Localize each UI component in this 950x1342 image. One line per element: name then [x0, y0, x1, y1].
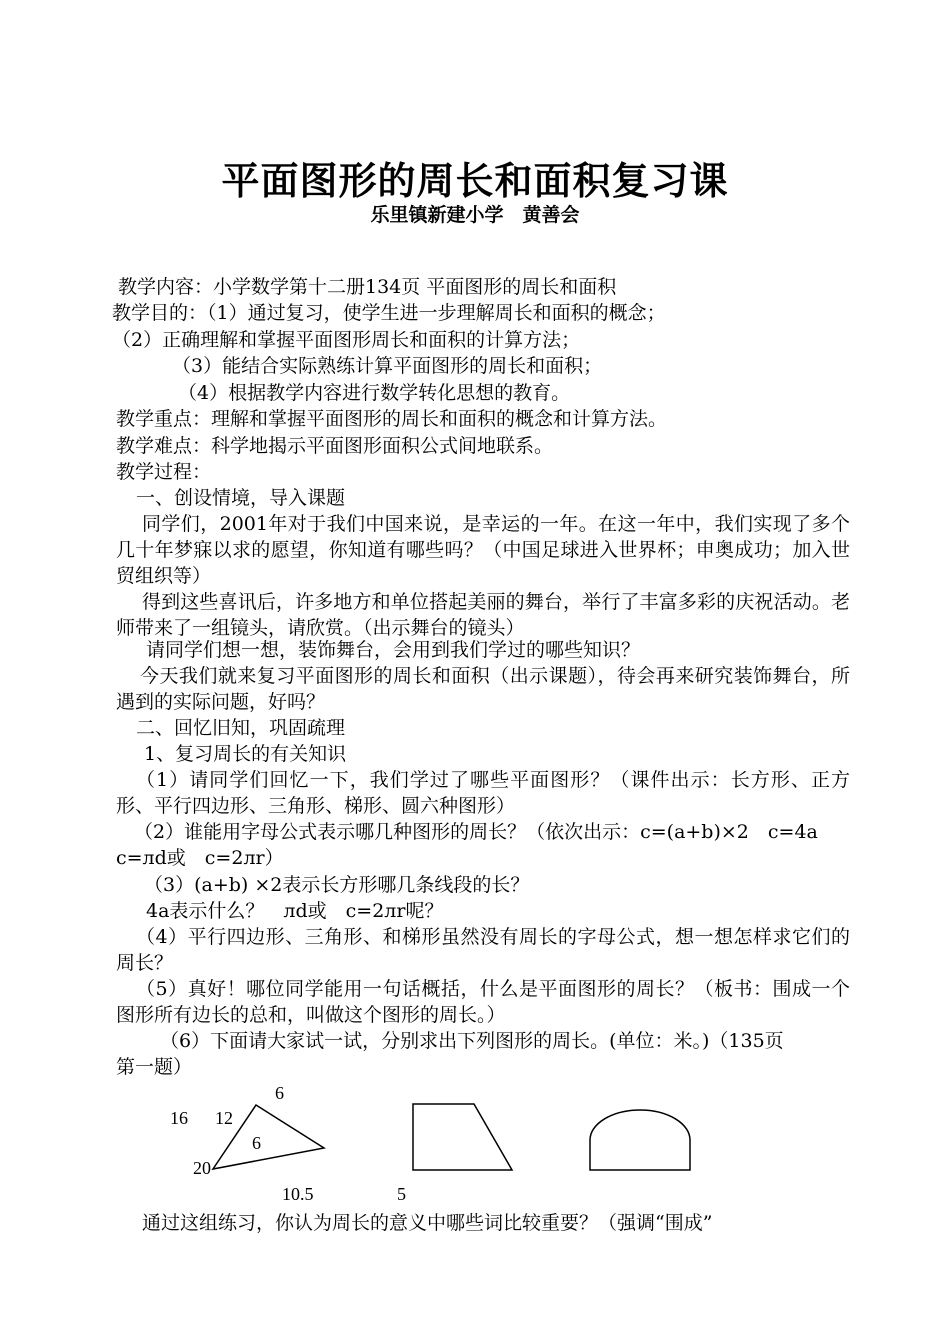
figure-label: 16: [170, 1108, 188, 1128]
exercise-reference: 第一题）: [116, 1056, 193, 1078]
figure-label: 6: [275, 1083, 284, 1103]
teaching-goal-1: 教学目的：（1）通过复习，使学生进一步理解周长和面积的概念；: [112, 302, 666, 324]
teaching-goal-4: （4）根据教学内容进行数学转化思想的教育。: [178, 382, 571, 404]
formula-question: （2）谁能用字母公式表示哪几种图形的周长？（依次出示：c=(a+b)×2 c=4a: [134, 821, 818, 843]
question-square-circle: 4a表示什么？ лd或 c=2лr呢？: [146, 900, 444, 922]
paragraph-intro: 同学们，2001年对于我们中国来说，是幸运的一年。在这一年中，我们实现了多个几十年梦寐以求的愿望，你知道有哪些吗？（中国足球进入世界杯；申奥成功；加入世贸组织等）: [116, 513, 850, 587]
closing-question: 通过这组练习，你认为周长的意义中哪些词比较重要？（强调“围成”: [142, 1212, 713, 1234]
paragraph-definition: （5）真好！哪位同学能用一句话概括，什么是平面图形的周长？（板书：围成一个图形所有边长的总和，叫做这个图形的周长。）: [116, 978, 850, 1026]
teaching-goal-3: （3）能结合实际熟练计算平面图形的周长和面积；: [172, 355, 603, 377]
semicircle-rectangle-shape: [590, 1110, 690, 1170]
figure-label: 6: [252, 1133, 261, 1153]
teaching-focus: 教学重点：理解和掌握平面图形的周长和面积的概念和计算方法。: [116, 408, 668, 430]
paragraph-other-shapes: （4）平行四边形、三角形、和梯形虽然没有周长的字母公式，想一想怎样求它们的周长？: [116, 926, 850, 974]
exercise-instruction: （6）下面请大家试一试，分别求出下列图形的周长。(单位：米。)（135页: [160, 1030, 784, 1052]
paragraph-topic: 今天我们就来复习平面图形的周长和面积（出示课题），待会再来研究装饰舞台，所遇到的实际问题，好吗？: [116, 665, 850, 713]
figure-label: 5: [397, 1184, 406, 1204]
trapezoid-shape: [413, 1104, 512, 1170]
teaching-goal-2: （2）正确理解和掌握平面图形周长和面积的计算方法；: [112, 329, 581, 351]
section-heading-2: 二、回忆旧知，巩固疏理: [136, 717, 346, 739]
teaching-difficulty: 教学难点：科学地揭示平面图形面积公式间地联系。: [116, 435, 554, 457]
formula-circle: c=лd或 c=2лr）: [116, 847, 284, 869]
figure-label: 10.5: [282, 1184, 314, 1204]
subsection-heading-perimeter: 1、复习周长的有关知识: [144, 743, 347, 765]
paragraph-shapes: （1）请同学们回忆一下，我们学过了哪些平面图形？（课件出示：长方形、正方形、平行四边形、三角形、梯形、圆六种图形）: [116, 769, 850, 817]
question-decoration: 请同学们想一想，装饰舞台，会用到我们学过的哪些知识？: [146, 639, 641, 661]
teaching-process-heading: 教学过程：: [116, 461, 212, 483]
author-line: 乐里镇新建小学 黄善会: [370, 204, 580, 226]
page-title: 平面图形的周长和面积复习课: [221, 159, 729, 203]
section-heading-1: 一、创设情境，导入课题: [136, 487, 346, 509]
figure-label: 20: [193, 1158, 211, 1178]
figure-label: 12: [215, 1108, 233, 1128]
teaching-content: 教学内容：小学数学第十二册134页 平面图形的周长和面积: [118, 276, 617, 298]
question-rectangle: （3）(a+b) ×2表示长方形哪几条线段的长？: [144, 874, 530, 896]
paragraph-celebration: 得到这些喜讯后，许多地方和单位搭起美丽的舞台，举行了丰富多彩的庆祝活动。老师带来了一组镜头，请欣赏。（出示舞台的镜头）: [116, 591, 850, 639]
